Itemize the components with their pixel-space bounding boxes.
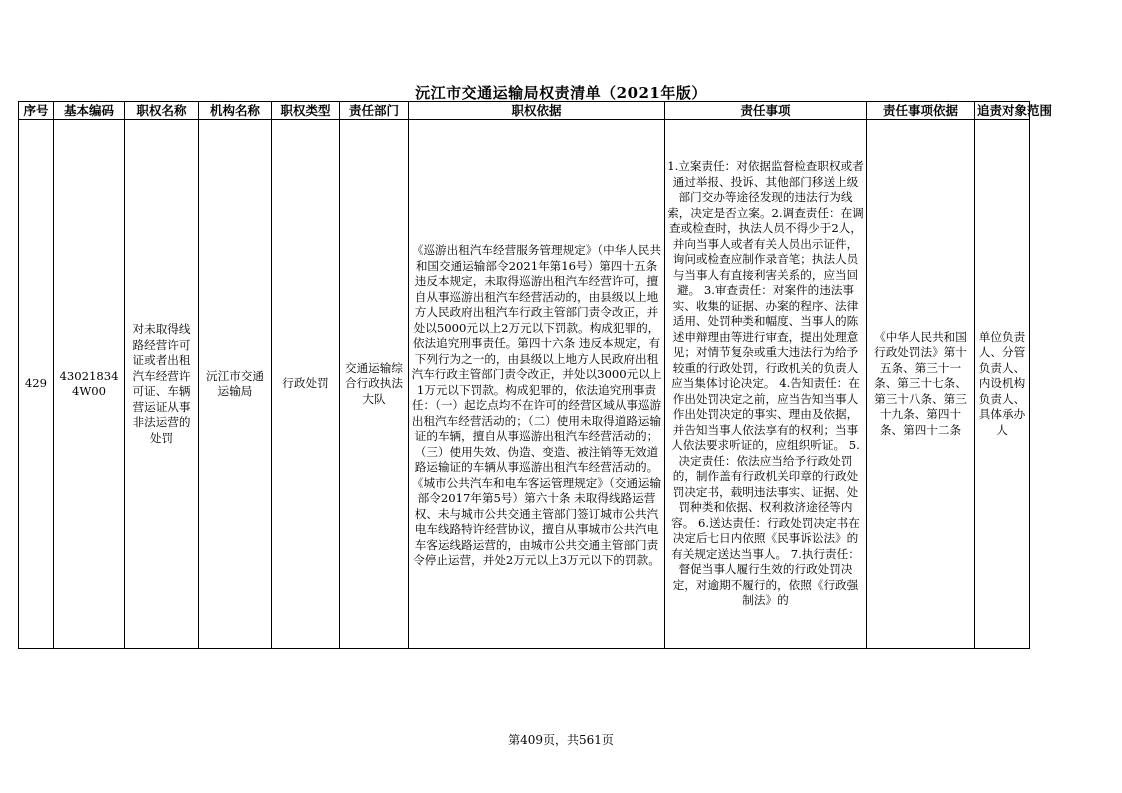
cell-org-name: 沅江市交通运输局: [199, 120, 272, 649]
header-duty-basis: 责任事项依据: [867, 102, 975, 120]
header-code: 基本编码: [54, 102, 125, 120]
cell-code: 430218344W00: [54, 120, 125, 649]
header-seq: 序号: [19, 102, 54, 120]
table-row: [19, 120, 1030, 649]
header-row: [19, 102, 1030, 120]
cell-scope: 单位负责人、分管负责人、内设机构负责人、具体承办人: [975, 120, 1030, 649]
header-power-type: 职权类型: [272, 102, 340, 120]
cell-seq: 429: [19, 120, 54, 649]
header-duty: 责任事项: [665, 102, 867, 120]
cell-duty-basis: 《中华人民共和国行政处罚法》第十五条、第三十一条、第三十七条、第三十八条、第三十九条、第四十条、第四十二条: [867, 120, 975, 649]
cell-power-name: 对未取得线路经营许可证或者出租汽车经营许可证、车辆营运证从事非法运营的处罚: [125, 120, 199, 649]
header-scope: 追责对象范围: [975, 102, 1030, 120]
header-power-name: 职权名称: [125, 102, 199, 120]
header-basis: 职权依据: [409, 102, 665, 120]
cell-power-type: 行政处罚: [272, 120, 340, 649]
cell-duty: 1.立案责任：对依据监督检查职权或者通过举报、投诉、其他部门移送上级部门交办等途径发现的违法行为线索，决定是否立案。2.调查责任：在调查或检查时，执法人员不得少于2人，并向当事人或者有关人员出示证件，询问或检查应制作录音笔；执法人员与当事人有直接利害关系的，应当回避。 3.审查责任：对案件的违法事实、收集的证据、办案的程序、法律适用、处罚种类和幅度、当事人的陈述申辩理由等进行审查，提出处理意见；对情节复杂或重大违法行为给予较重的行政处罚，行政机关的负责人应当集体讨论决定。 4.告知责任：在作出处罚决定之前，应当告知当事人作出处罚决定的事实、理由及依据，并告知当事人依法享有的权利；当事人依法要求听证的，应组织听证。 5.决定责任：依法应当给予行政处罚的，制作盖有行政机关印章的行政处罚决定书，载明违法事实、证据、处罚种类和依据、权利救济途径等内容。 6.送达责任：行政处罚决定书在决定后七日内依照《民事诉讼法》的有关规定送达当事人。 7.执行责任：督促当事人履行生效的行政处罚决定，对逾期不履行的，依照《行政强制法》的: [665, 120, 867, 649]
header-dept: 责任部门: [340, 102, 409, 120]
basis-text: 《巡游出租汽车经营服务管理规定》（中华人民共和国交通运输部令2021年第16号）第四十五条 违反本规定，未取得巡游出租汽车经营许可，擅自从事巡游出租汽车经营活动的，由县级以上地方人民政府出租汽车行政主管部门责令改正，并处以5000元以上2万元以下罚款。构成犯罪的，依法追究刑事责任。第四十六条 违反本规定，有下列行为之一的，由县级以上地方人民政府出租汽车行政主管部门责令改正，并处以3000元以上1万元以下罚款。构成犯罪的，依法追究刑事责任：（一）起讫点均不在许可的经营区域从事巡游出租汽车经营活动的；（二）使用未取得道路运输证的车辆，擅自从事巡游出租汽车经营活动的；（三）使用失效、伪造、变造、被注销等无效道路运输证的车辆从事巡游出租汽车经营活动的。《城市公共汽车和电车客运管理规定》（交通运输部令2017年第5号）第六十条 未取得线路运营权、未与城市公共交通主管部门签订城市公共汽电车线路特许经营协议，擅自从事城市公共汽电车客运线路运营的，由城市公共交通主管部门责令停止运营，并处2万元以上3万元以下的罚款。: [411, 243, 662, 568]
page-title: 沅江市交通运输局权责清单（2021年版）: [415, 84, 707, 102]
power-duty-table: [18, 101, 1053, 649]
page-footer: 第409页，共561页: [508, 733, 614, 747]
cell-dept: 交通运输综合行政执法大队: [340, 120, 409, 649]
header-org-name: 机构名称: [199, 102, 272, 120]
cell-basis: [409, 120, 665, 649]
